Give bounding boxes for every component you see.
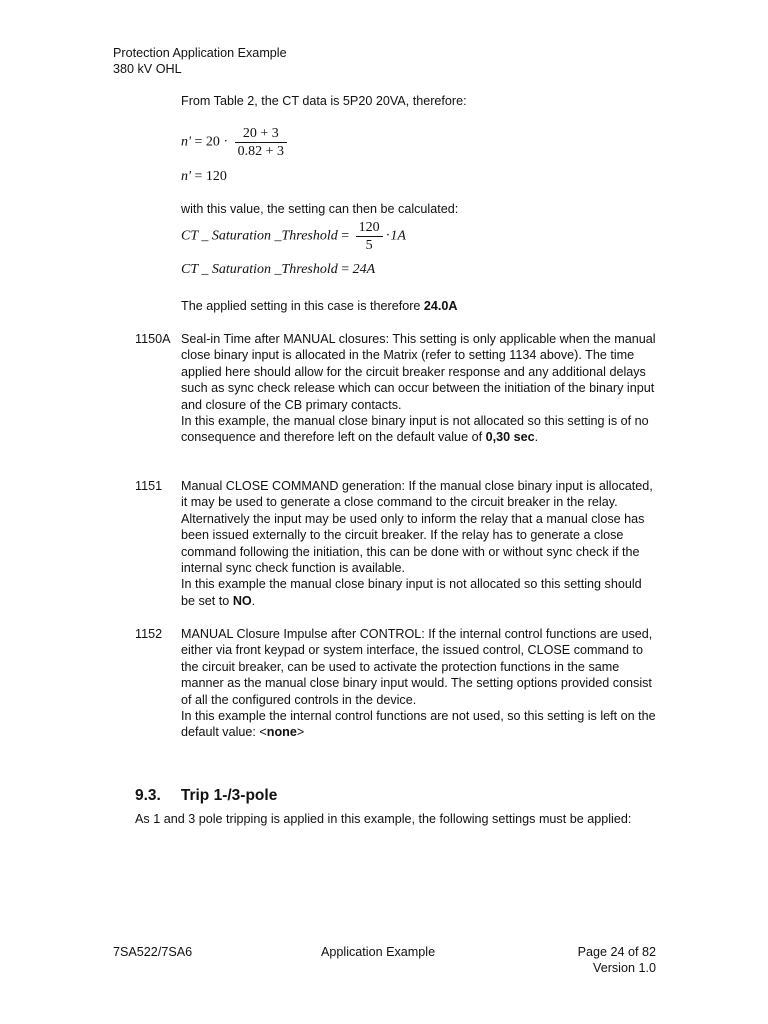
- setting-example: [181, 708, 659, 741]
- formula-ct-lhs-2: CT _ Saturation _Threshold: [181, 262, 338, 277]
- footer-device: 7SA522/7SA6: [113, 945, 193, 959]
- setting-paragraph: MANUAL Closure Impulse after CONTROL: If the internal control functions are used, either via front keypad or system interface, the issued control, CLOSE command to the circuit breaker, can be used to activate the protection functions in the same manner as the manual close binary input would. The setting options provided consist of all the configured controls in the device.: [181, 627, 653, 707]
- formula-n-denominator: 0.82 + 3: [237, 144, 284, 159]
- section-heading: [135, 788, 277, 804]
- footer-doc-title: Application Example: [321, 945, 436, 959]
- calc-intro-text: with this value, the setting can then be calculated:: [181, 202, 459, 216]
- formula-n-numerator: 20 + 3: [235, 125, 287, 143]
- setting-example-text: In this example, the manual close binary input is not allocated so this setting is of no consequence and therefore left on the default value of: [181, 414, 649, 445]
- formula-n-prime: n' = 20 · $\frac{20 + 3}{0.82 + 3}$: [181, 125, 290, 160]
- footer-page-number: Page 24 of 82: [577, 945, 656, 959]
- formula-ct-lhs: CT _ Saturation _Threshold: [181, 228, 338, 244]
- section-title: Trip 1-/3-pole: [180, 787, 278, 804]
- formula-ct-result: 24A: [352, 262, 376, 277]
- setting-number-1151: 1151: [135, 479, 163, 493]
- setting-number-1150a: 1150A: [135, 332, 171, 346]
- formula-ct-unit-term: 1A: [390, 228, 406, 244]
- formula-n-factor: 20: [205, 134, 220, 150]
- formula-ct-fraction: [356, 219, 383, 254]
- formula-n-result: 120: [205, 169, 227, 184]
- setting-example-value: NO: [232, 593, 252, 608]
- formula-ct-denominator: 5: [365, 238, 373, 253]
- footer-page-info: [520, 944, 656, 977]
- setting-example: [181, 413, 659, 446]
- formula-ct-threshold: CT _ Saturation _Threshold = $\frac{120}{5}$ ·1A: [181, 220, 406, 253]
- applied-setting-text: [181, 298, 661, 314]
- setting-number-1152: 1152: [135, 627, 163, 641]
- setting-description-1150a: [181, 331, 659, 446]
- setting-description-1152: [181, 626, 659, 741]
- formula-n-fraction: [235, 125, 287, 160]
- page-header: [113, 45, 287, 78]
- setting-paragraph: Seal-in Time after MANUAL closures: This setting is only applicable when the manual close binary input is allocated in the Matrix (refer to setting 1134 above). The time applied here should allow for the circuit breaker response and any additional delays such as sync check release which can occur between the initiation of the binary input and closure of the CB primary contacts.: [181, 332, 656, 412]
- section-number: 9.3.: [135, 787, 161, 804]
- intro-text: From Table 2, the CT data is 5P20 20VA, therefore:: [181, 94, 467, 108]
- setting-description-1151: [181, 478, 659, 609]
- formula-ct-numerator: 120: [356, 219, 383, 237]
- applied-setting-value: 24.0A: [423, 299, 458, 313]
- setting-example-suffix: .: [534, 430, 539, 445]
- header-subtitle: 380 kV OHL: [113, 62, 182, 77]
- footer-version: Version 1.0: [592, 961, 656, 976]
- setting-example-suffix: .: [251, 593, 256, 608]
- setting-paragraph: Manual CLOSE COMMAND generation: If the manual close binary input is allocated, it may be used to generate a close command to the circuit breaker in the relay. Alternatively the input may be used only to inform the relay that a manual close has been issued externally to the circuit breaker. If the relay has to generate a close command following the initiation, this can be done with or without sync check if the internal sync check function is available.: [181, 479, 653, 576]
- applied-setting-label: The applied setting in this case is therefore: [181, 299, 424, 313]
- setting-example-text: In this example the manual close binary input is not allocated so this setting should be set to: [181, 577, 642, 608]
- setting-example-suffix: >: [296, 725, 305, 740]
- setting-example-value: 0,30 sec: [485, 430, 535, 445]
- formula-ct-result-line: CT _ Saturation _Threshold = 24A: [181, 262, 376, 277]
- setting-example-value: none: [266, 725, 297, 740]
- section-intro: As 1 and 3 pole tripping is applied in this example, the following settings must be applied:: [135, 812, 632, 826]
- header-title: Protection Application Example: [113, 46, 287, 60]
- formula-n-lhs: n': [181, 134, 191, 150]
- formula-n-result-line: n' = 120: [181, 169, 227, 184]
- setting-example: [181, 576, 659, 609]
- setting-example-text: In this example the internal control functions are not used, so this setting is left on the default value: <: [181, 709, 656, 740]
- formula-n-lhs-2: n': [181, 169, 191, 184]
